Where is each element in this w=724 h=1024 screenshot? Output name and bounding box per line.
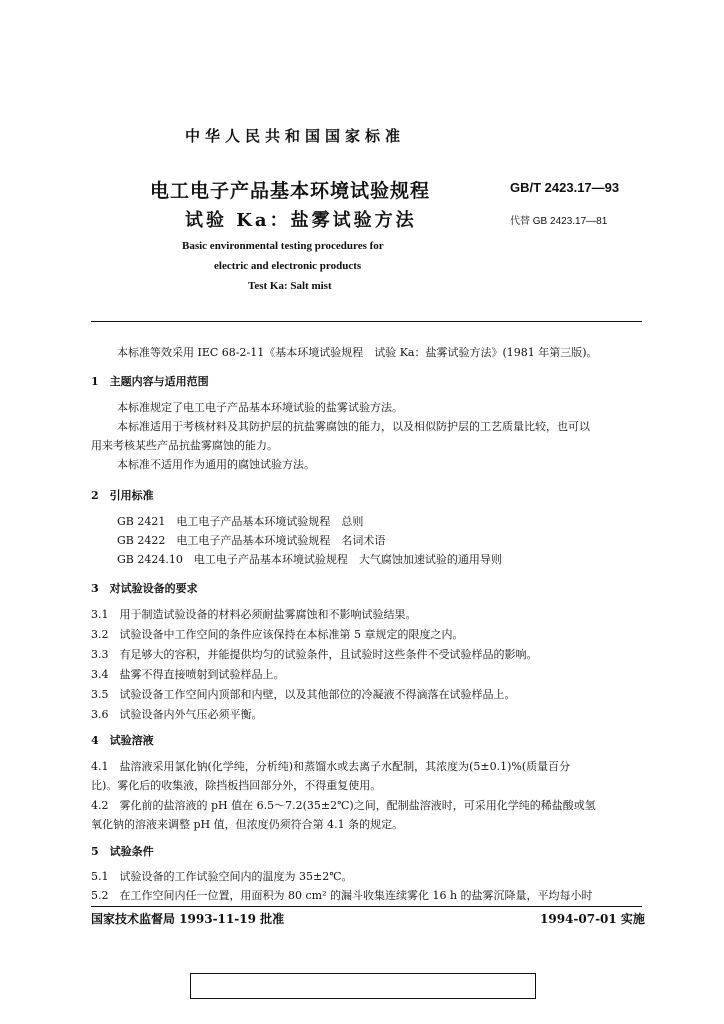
intro-paragraph: 本标准等效采用 IEC 68-2-11《基本环境试验规程 试验 Ka：盐雾试验方法》(1981 年第三版)。	[117, 346, 598, 359]
section-1-paragraph-2: 本标准适用于考核材料及其防护层的抗盐雾腐蚀的能力，以及相似防护层的工艺质量比较，也可以	[117, 420, 590, 433]
clause-4-2-cont: 氧化钠的溶液来调整 pH 值，但浓度仍须符合第 4.1 条的规定。	[91, 818, 404, 831]
document-subtitle: 试验 Ka：盐雾试验方法	[185, 210, 417, 231]
approval-date: 国家技术监督局 1993-11-19 批准	[91, 912, 285, 926]
section-5-title: 5 试验条件	[91, 845, 154, 858]
section-1-paragraph-3: 本标准不适用作为通用的腐蚀试验方法。	[117, 458, 315, 471]
clause-3-1: 3.1 用于制造试验设备的材料必须耐盐雾腐蚀和不影响试验结果。	[91, 608, 417, 621]
clause-5-2: 5.2 在工作空间内任一位置，用面积为 80 cm² 的漏斗收集连续雾化 16 h 的盐雾沉降量，平均每小时	[91, 889, 593, 902]
clause-3-5: 3.5 试验设备工作空间内顶部和内壁，以及其他部位的冷凝液不得滴落在试验样品上。	[91, 688, 516, 701]
english-title-line-3: Test Ka: Salt mist	[248, 280, 332, 292]
replaced-standard: 代替 GB 2423.17—81	[510, 216, 608, 227]
section-3-title: 3 对试验设备的要求	[91, 582, 198, 595]
clause-3-4: 3.4 盐雾不得直接喷射到试验样品上。	[91, 668, 285, 681]
section-1-title: 1 主题内容与适用范围	[91, 375, 209, 388]
standard-code: GB/T 2423.17—93	[510, 180, 620, 195]
reference-2: GB 2422 电工电子产品基本环境试验规程 名词术语	[117, 534, 386, 547]
bottom-empty-box	[190, 973, 536, 999]
national-standard-heading: 中华人民共和国国家标准	[185, 127, 406, 145]
section-1-paragraph-1: 本标准规定了电工电子产品基本环境试验的盐雾试验方法。	[117, 401, 403, 414]
english-title-line-2: electric and electronic products	[214, 260, 362, 272]
english-title-line-1: Basic environmental testing procedures for	[182, 240, 384, 252]
footer-divider	[91, 906, 642, 907]
clause-3-3: 3.3 有足够大的容积，并能提供均匀的试验条件，且试验时这些条件不受试验样品的影响。	[91, 648, 538, 661]
clause-5-1: 5.1 试验设备的工作试验空间内的温度为 35±2℃。	[91, 870, 353, 883]
implementation-date: 1994-07-01 实施	[540, 912, 645, 926]
reference-3: GB 2424.10 电工电子产品基本环境试验规程 大气腐蚀加速试验的通用导则	[117, 553, 502, 566]
clause-3-6: 3.6 试验设备内外气压必须平衡。	[91, 708, 263, 721]
clause-3-2: 3.2 试验设备中工作空间的条件应该保持在本标准第 5 章规定的限度之内。	[91, 628, 464, 641]
reference-1: GB 2421 电工电子产品基本环境试验规程 总则	[117, 515, 364, 528]
section-2-title: 2 引用标准	[91, 489, 154, 502]
section-4-title: 4 试验溶液	[91, 734, 154, 747]
document-title: 电工电子产品基本环境试验规程	[150, 180, 431, 202]
header-divider	[91, 321, 642, 322]
clause-4-2: 4.2 雾化前的盐溶液的 pH 值在 6.5～7.2(35±2℃)之间，配制盐溶液时，可采用化学纯的稀盐酸或氢	[91, 799, 596, 812]
clause-4-1-cont: 比)。雾化后的收集液，除挡板挡回部分外，不得重复使用。	[91, 779, 382, 792]
clause-4-1: 4.1 盐溶液采用氯化钠(化学纯，分析纯)和蒸馏水或去离子水配制，其浓度为(5±0.1)%(质量百分	[91, 760, 571, 773]
section-1-paragraph-2-cont: 用来考核某些产品抗盐雾腐蚀的能力。	[91, 439, 278, 452]
